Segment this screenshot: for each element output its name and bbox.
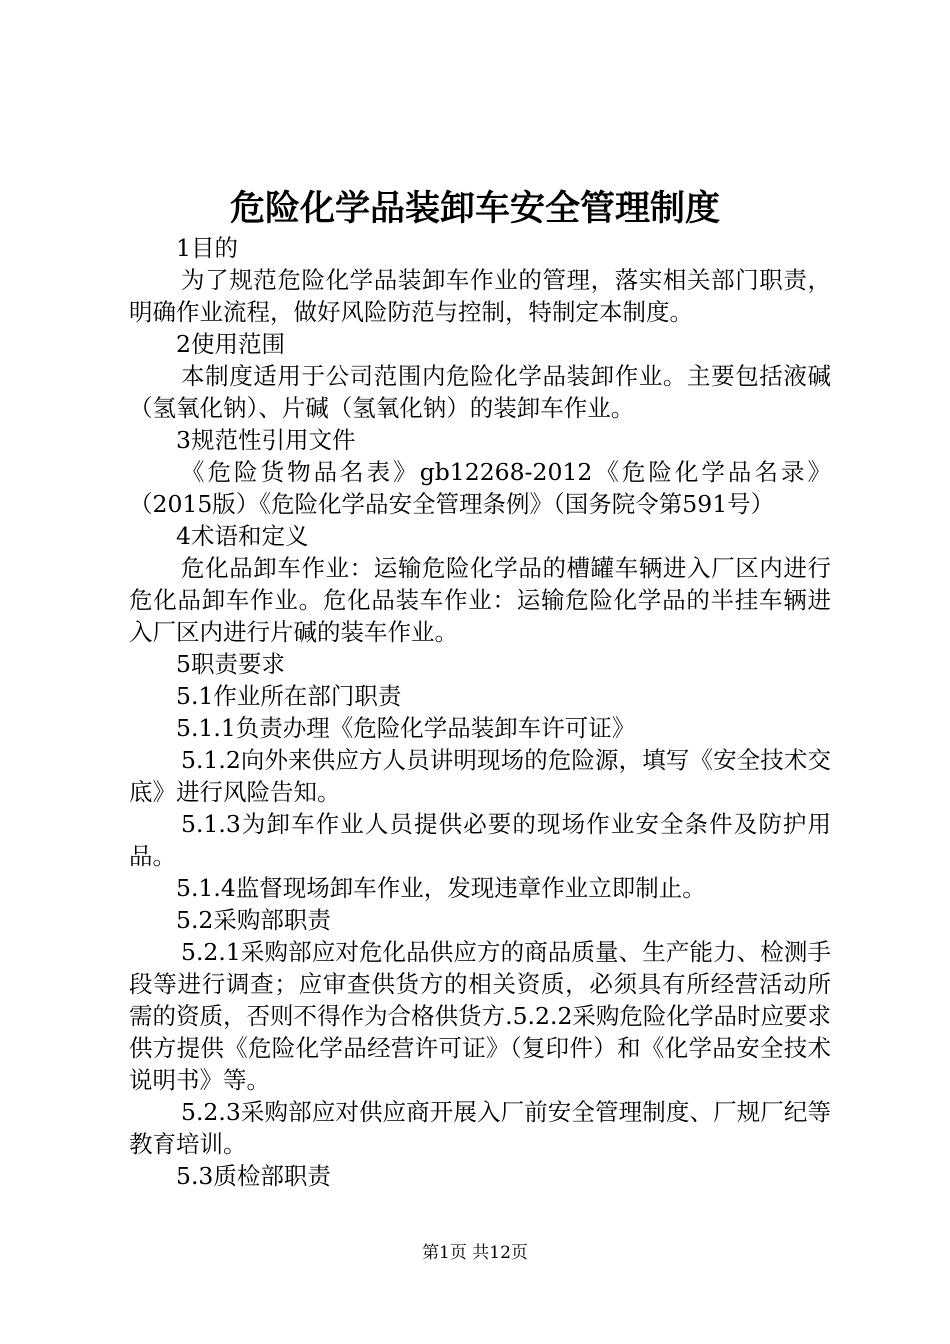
paragraph: 5职责要求 (176, 650, 285, 678)
paragraph: 5.1作业所在部门职责 (176, 682, 402, 710)
paragraph: 2使用范围 (176, 330, 285, 358)
paragraph: 3规范性引用文件 (176, 426, 356, 454)
paragraph: 5.1.4监督现场卸车作业，发现违章作业立即制止。 (176, 874, 706, 902)
paragraph: 5.1.2向外来供应方人员讲明现场的危险源，填写《安全技术交底》进行风险告知。 (129, 746, 831, 806)
paragraph: 危化品卸车作业：运输危险化学品的槽罐车辆进入厂区内进行危化品卸车作业。危化品装车作业：运输危险化学品的半挂车辆进入厂区内进行片碱的装车作业。 (129, 554, 831, 646)
paragraph: 1目的 (176, 234, 238, 262)
paragraph: 5.2.3采购部应对供应商开展入厂前安全管理制度、厂规厂纪等教育培训。 (129, 1098, 831, 1158)
paragraph: 5.1.3为卸车作业人员提供必要的现场作业安全条件及防护用品。 (129, 810, 831, 870)
paragraph: 5.1.1负责办理《危险化学品装卸车许可证》 (176, 714, 636, 742)
paragraph: 《危险货物品名表》gb12268-2012《危险化学品名录》（2015版）《危险化学品安全管理条例》（国务院令第591号） (129, 458, 831, 518)
paragraph: 4术语和定义 (176, 522, 309, 550)
document-body (129, 232, 831, 1192)
paragraph: 5.3质检部职责 (176, 1162, 331, 1190)
paragraph: 5.2采购部职责 (176, 906, 331, 934)
paragraph: 为了规范危险化学品装卸车作业的管理，落实相关部门职责，明确作业流程，做好风险防范与控制，特制定本制度。 (129, 266, 831, 326)
paragraph: 5.2.1采购部应对危化品供应方的商品质量、生产能力、检测手段等进行调查；应审查供货方的相关资质，必须具有所经营活动所需的资质，否则不得作为合格供货方.5.2.2采购危险化学品时应要求供方提供《危险化学品经营许可证》（复印件）和《化学品安全技术说明书》等。 (129, 938, 831, 1094)
page-footer: 第1页 共12页 (422, 1243, 528, 1263)
paragraph: 本制度适用于公司范围内危险化学品装卸作业。主要包括液碱（氢氧化钠）、片碱（氢氧化钠）的装卸车作业。 (129, 362, 831, 422)
document-title: 危险化学品装卸车安全管理制度 (229, 188, 720, 229)
